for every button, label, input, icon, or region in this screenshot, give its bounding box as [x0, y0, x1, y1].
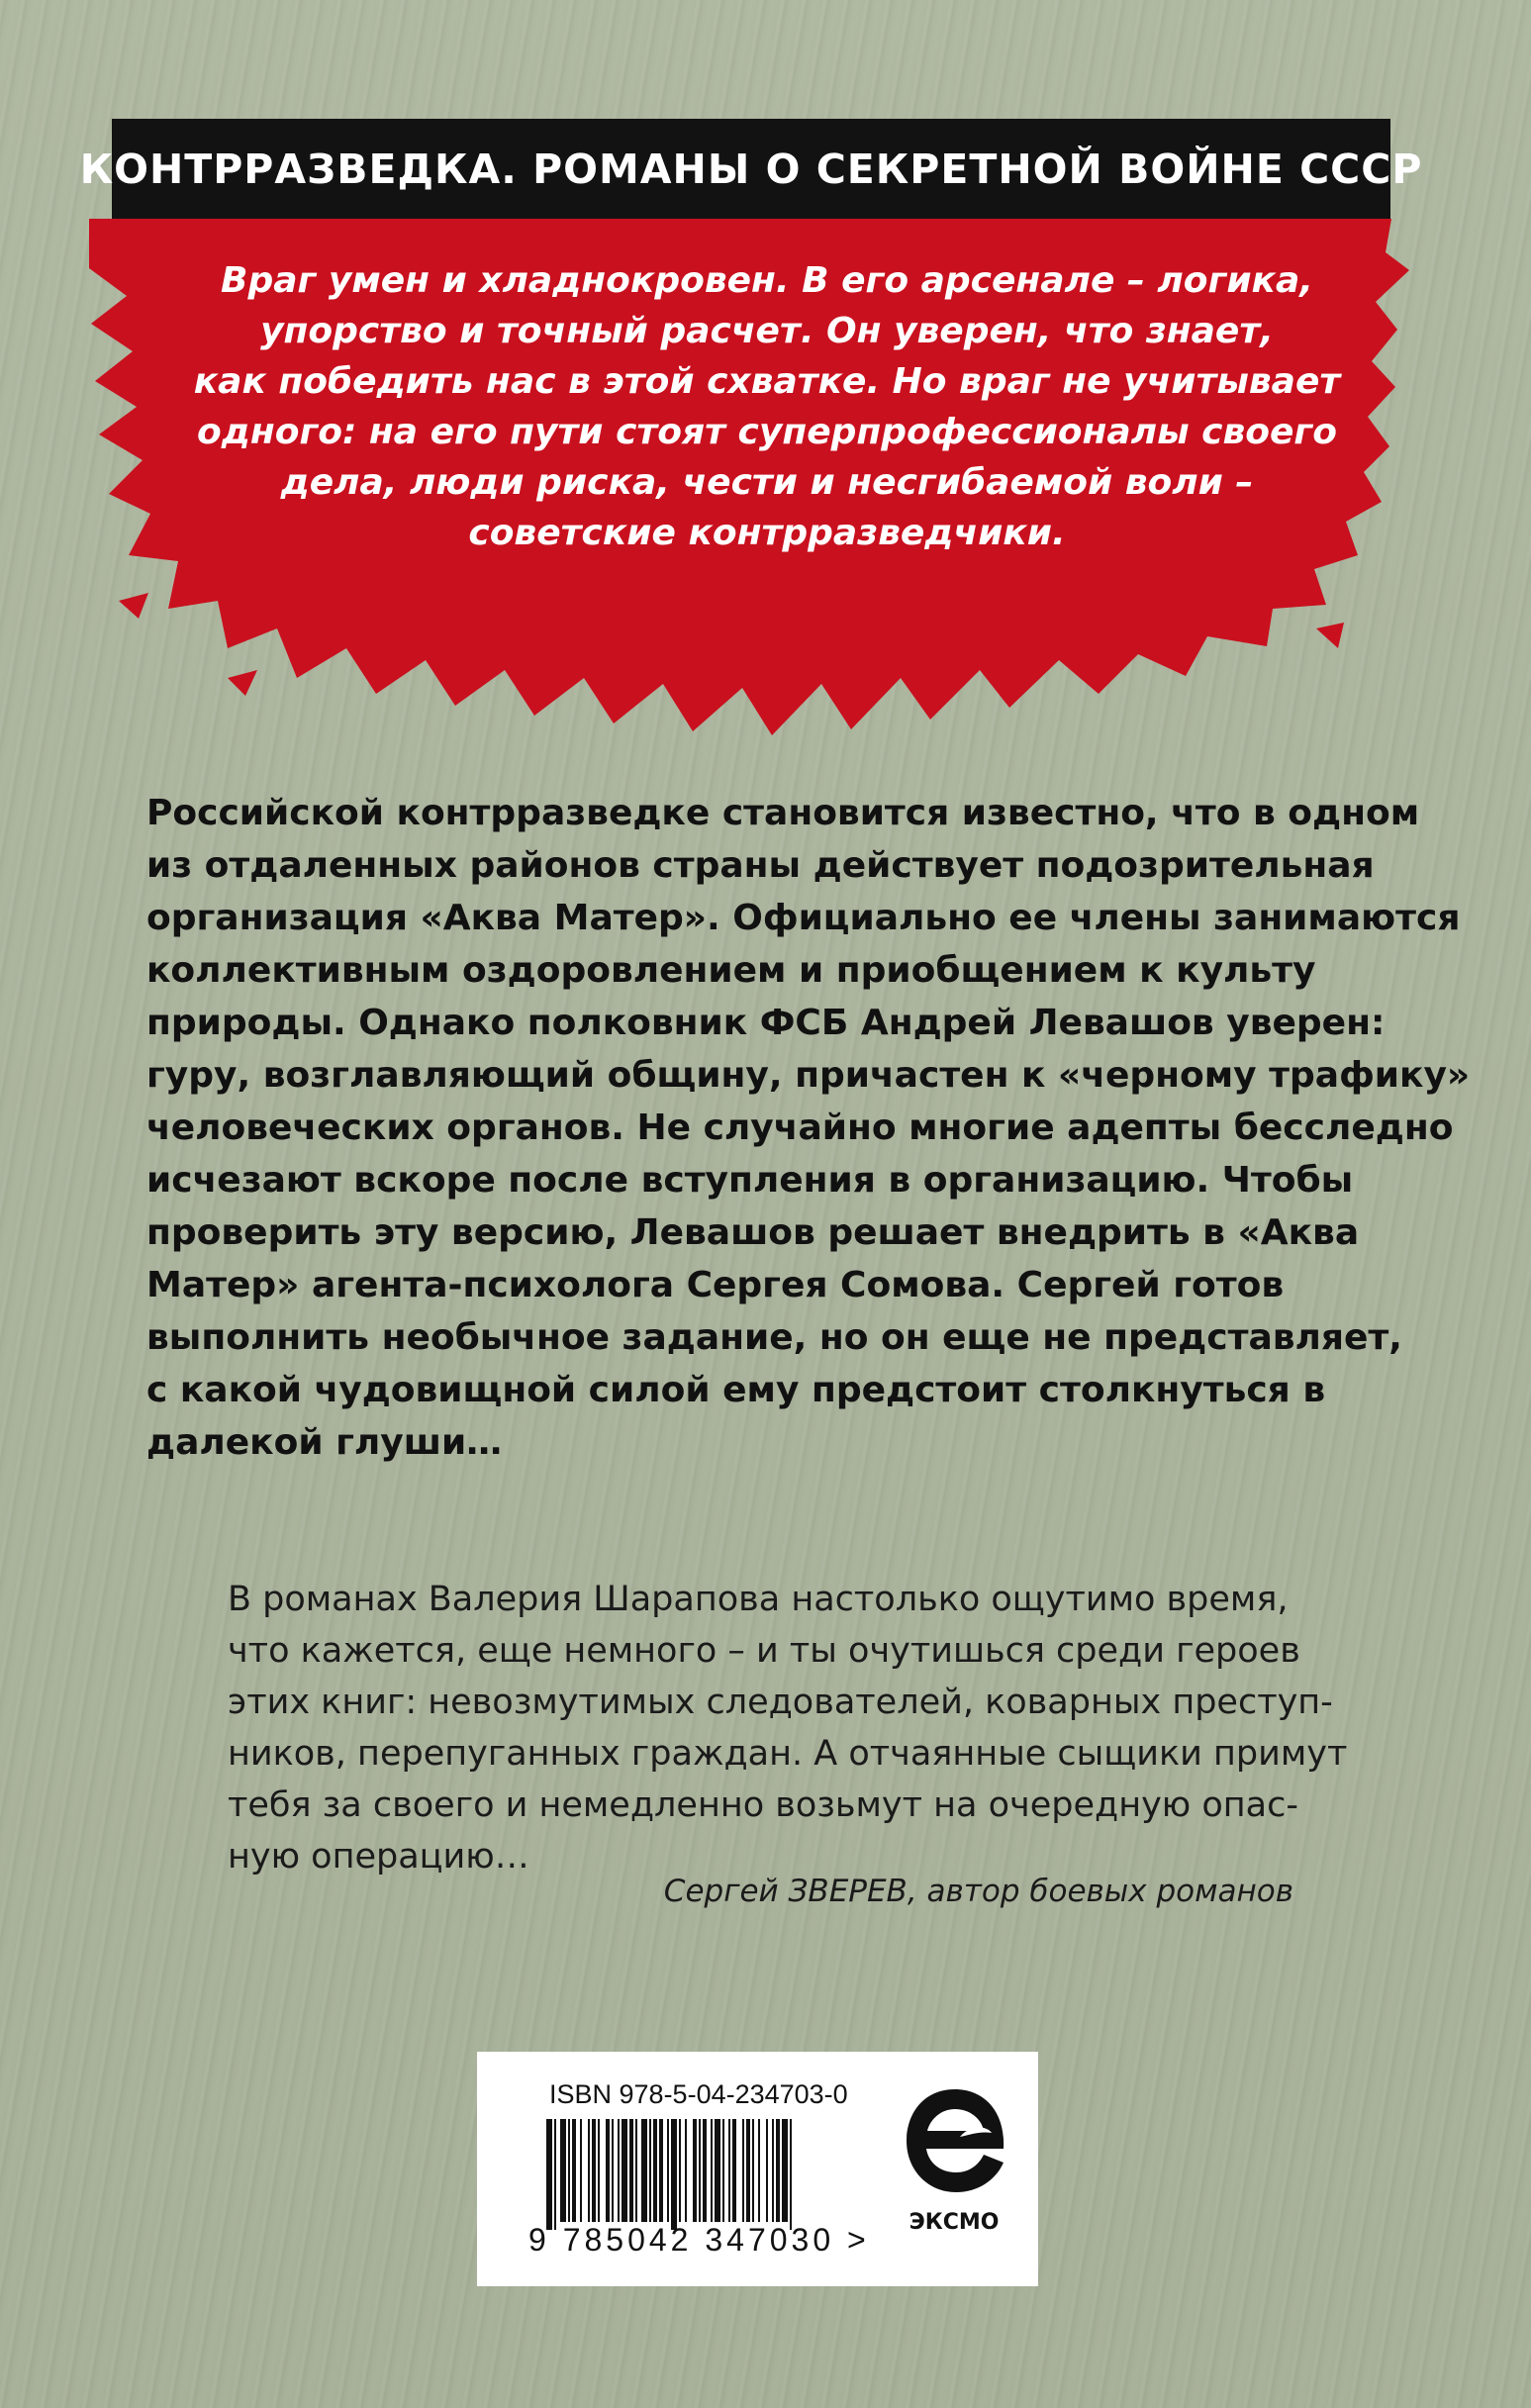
review-line: ников, перепуганных граждан. А отчаянные сыщики примут	[228, 1734, 1348, 1774]
barcode-bar	[732, 2119, 736, 2222]
barcode-bar	[699, 2119, 701, 2222]
barcode-bar	[722, 2119, 724, 2222]
tagline-line: как победить нас в этой схватке. Но враг не учитывает	[193, 361, 1341, 402]
series-title: КОНТРРАЗВЕДКА. РОМАНЫ О СЕКРЕТНОЙ ВОЙНЕ СССР	[79, 145, 1423, 193]
barcode-bar	[782, 2119, 788, 2222]
barcode-bar	[766, 2119, 768, 2222]
barcode-bar	[772, 2119, 774, 2222]
barcode-bar	[612, 2119, 614, 2222]
barcode-bar	[618, 2119, 620, 2222]
barcode-bar	[685, 2119, 687, 2222]
synopsis-line: гуру, возглавляющий общину, причастен к «черному трафику»	[146, 1055, 1471, 1096]
review-line: что кажется, еще немного – и ты очутишься среди героев	[228, 1631, 1300, 1671]
barcode-bar	[588, 2119, 590, 2222]
synopsis-line: человеческих органов. Не случайно многие адепты бесследно	[146, 1108, 1454, 1148]
barcode-bar	[635, 2119, 637, 2222]
barcode-bar	[715, 2119, 720, 2222]
barcode-bar	[572, 2119, 576, 2222]
barcode	[546, 2119, 863, 2230]
barcode-digits: 9 785042 347030 >	[528, 2222, 870, 2258]
barcode-bar	[592, 2119, 596, 2222]
barcode-bar	[580, 2119, 582, 2222]
barcode-bar	[746, 2119, 750, 2222]
synopsis-line: Матер» агента-психолога Сергея Сомова. Сергей готов	[146, 1265, 1285, 1305]
review-line: ную операцию…	[228, 1837, 529, 1877]
synopsis-line: проверить эту версию, Левашов решает внедрить в «Аква	[146, 1212, 1360, 1253]
barcode-bar	[752, 2119, 754, 2222]
synopsis-line: природы. Однако полковник ФСБ Андрей Левашов уверен:	[146, 1003, 1386, 1043]
publisher-name: ЭКСМО	[909, 2210, 1000, 2235]
barcode-bar	[641, 2119, 647, 2222]
review-line: тебя за своего и немедленно возьмут на очередную опас-	[228, 1785, 1298, 1825]
barcode-bar	[560, 2119, 566, 2222]
barcode-bar	[606, 2119, 610, 2222]
barcode-bar	[711, 2119, 713, 2222]
eksmo-logo-icon	[901, 2081, 1009, 2200]
tagline-line: упорство и точный расчет. Он уверен, что знает,	[260, 311, 1274, 351]
synopsis-line: из отдаленных районов страны действует подозрительная	[146, 845, 1375, 886]
barcode-bar	[546, 2119, 552, 2230]
barcode-bar	[554, 2119, 556, 2230]
barcode-bar	[671, 2119, 677, 2230]
tagline-line: Враг умен и хладнокровен. В его арсенале – логика,	[221, 260, 1313, 301]
synopsis-line: исчезают вскоре после вступления в организацию. Чтобы	[146, 1160, 1354, 1201]
tagline-line: одного: на его пути стоят суперпрофессионалы своего	[197, 412, 1337, 452]
synopsis-line: коллективным оздоровлением и приобщением к культу	[146, 950, 1316, 991]
barcode-bar	[790, 2119, 792, 2230]
synopsis-line: выполнить необычное задание, но он еще не представляет,	[146, 1317, 1402, 1358]
series-title-bar	[79, 119, 1423, 220]
synopsis-line: Российской контрразведке становится известно, что в одном	[146, 793, 1420, 833]
barcode-bar	[622, 2119, 627, 2222]
tagline-line: советские контрразведчики.	[468, 513, 1066, 553]
barcode-panel	[477, 2052, 1038, 2286]
barcode-bar	[776, 2119, 780, 2222]
barcode-bar	[728, 2119, 730, 2222]
barcode-bar	[659, 2119, 663, 2222]
review-attribution: Сергей ЗВЕРЕВ, автор боевых романов	[663, 1874, 1293, 1909]
barcode-bar	[568, 2119, 570, 2222]
barcode-bar	[649, 2119, 651, 2222]
tagline-line: дела, люди риска, чести и несгибаемой воли –	[280, 462, 1254, 503]
review-quote	[228, 1574, 1366, 1882]
barcode-bar	[703, 2119, 707, 2222]
synopsis-paragraph	[146, 787, 1471, 1469]
barcode-bar	[629, 2119, 633, 2222]
synopsis-line: организация «Аква Матер». Официально ее члены занимаются	[146, 898, 1461, 938]
barcode-bar	[653, 2119, 657, 2222]
barcode-bar	[667, 2119, 669, 2222]
barcode-bar	[758, 2119, 760, 2222]
tagline-block	[148, 255, 1386, 558]
review-line: В романах Валерия Шарапова настолько ощутимо время,	[228, 1580, 1289, 1619]
barcode-bar	[598, 2119, 600, 2222]
synopsis-line: далекой глуши…	[146, 1422, 503, 1463]
barcode-bar	[742, 2119, 744, 2222]
review-line: этих книг: невозмутимых следователей, коварных преступ-	[228, 1683, 1333, 1722]
barcode-bar	[679, 2119, 681, 2222]
barcode-bar	[693, 2119, 697, 2222]
synopsis-line: с какой чудовищной силой ему предстоит столкнуться в	[146, 1370, 1326, 1410]
isbn-label: ISBN 978-5-04-234703-0	[549, 2079, 848, 2109]
